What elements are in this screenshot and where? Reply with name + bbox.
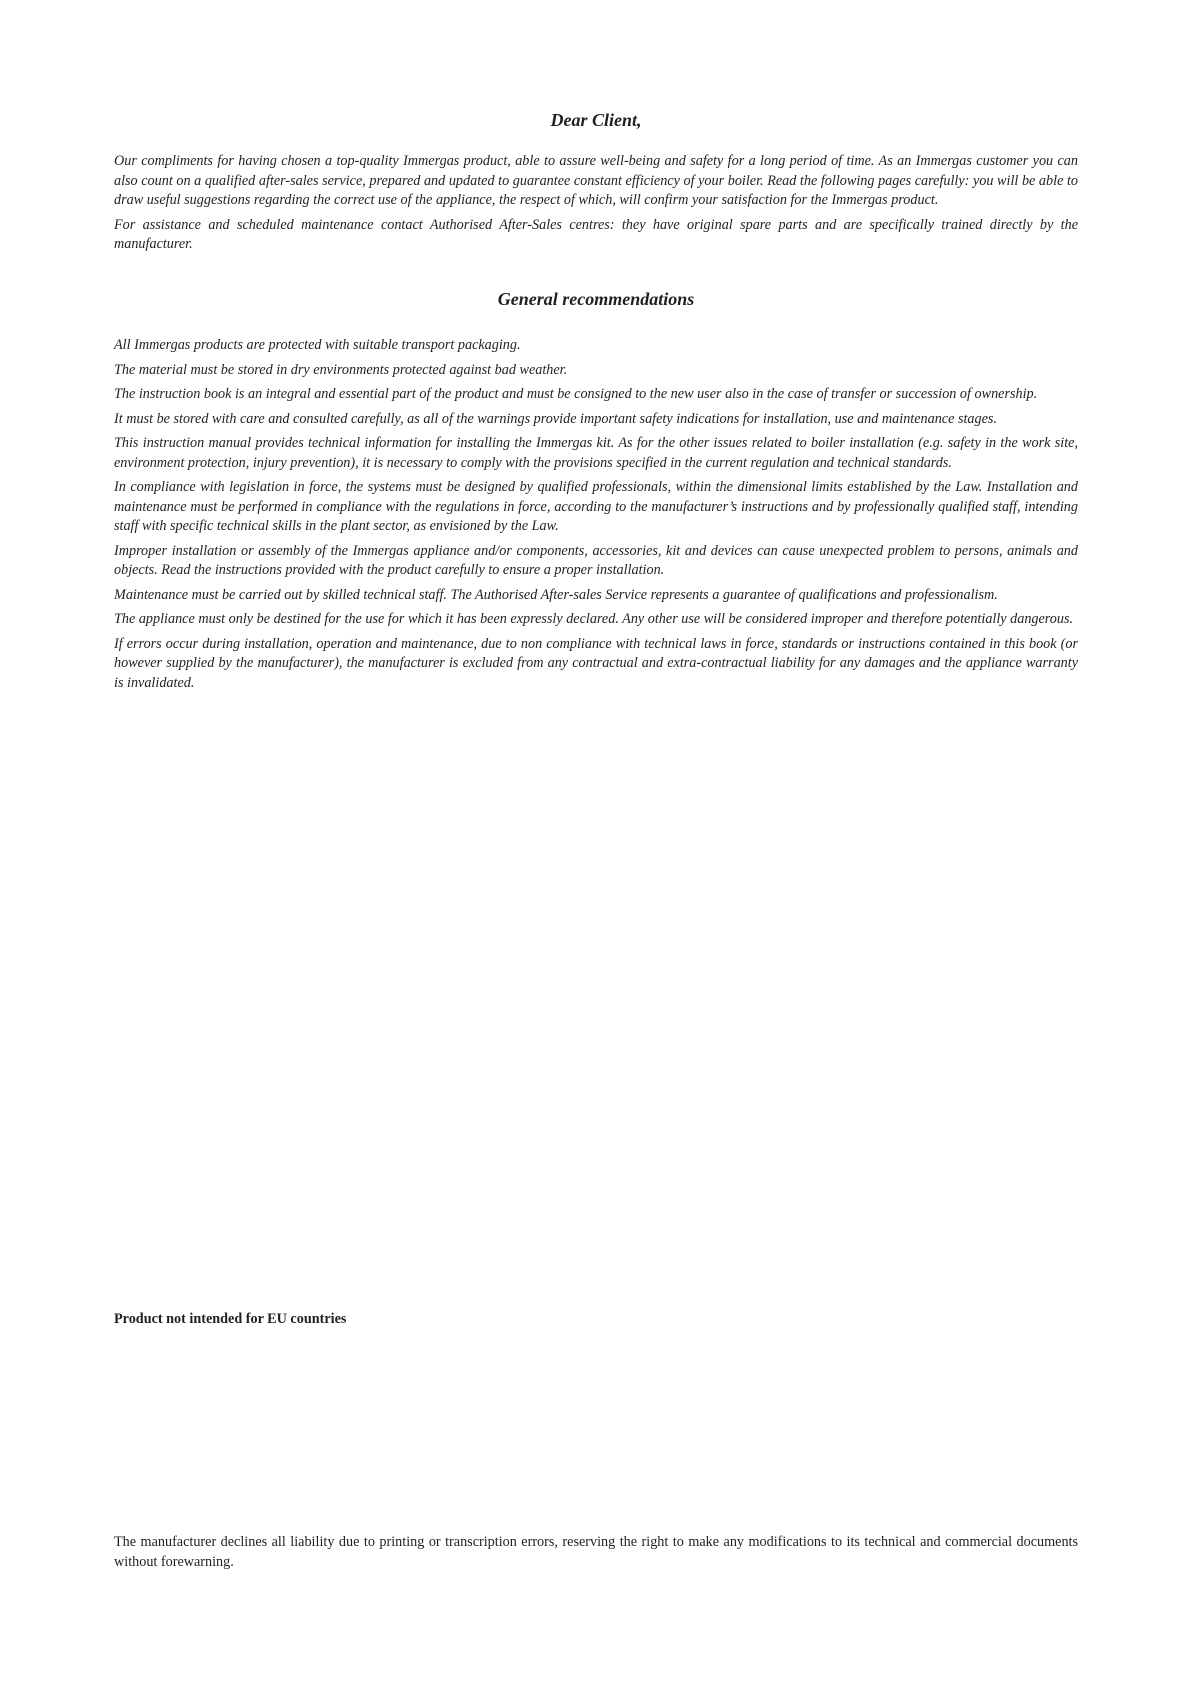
recommendation-paragraph: In compliance with legislation in force, the systems must be designed by qualified professionals, within the dimensional limits established by the Law. Installation and maintenance must be performed in compliance with the regulations in force, according to the manufacturer’s instructions and by professionally qualified staff, intending staff with specific technical skills in the plant sector, as envisioned by the Law. [114,479,1078,534]
intro-paragraph: Our compliments for having chosen a top-quality Immergas product, able to assure well-being and safety for a long period of time. As an Immergas customer you can also count on a qualified after-sales service, prepared and updated to guarantee constant efficiency of your boiler. Read the following pages carefully: you will be able to draw useful suggestions regarding the correct use of the appliance, the respect of which, will confirm your satisfaction for the Immergas product. [114,153,1078,208]
recommendation-paragraph: All Immergas products are protected with suitable transport packaging. [114,337,521,353]
eu-notice: Product not intended for EU countries [114,1311,347,1327]
recommendation-paragraph: Maintenance must be carried out by skilled technical staff. The Authorised After-sales Service represents a guarantee of qualifications and professionalism. [114,586,998,603]
dear-client-heading: Dear Client, [550,110,642,130]
liability-disclaimer: The manufacturer declines all liability due to printing or transcription errors, reserving the right to make any modifications to its technical and commercial documents without forewarning. [114,1534,1078,1570]
recommendation-paragraph: If errors occur during installation, operation and maintenance, due to non compliance with technical laws in force, standards or instructions contained in this book (or however supplied by the manufacturer), the manufacturer is excluded from any contractual and extra-contractual liability for any damages and the appliance warranty is invalidated. [114,635,1078,691]
recommendation-paragraph: The material must be stored in dry environments protected against bad weather. [114,361,568,378]
recommendations-section [114,336,1078,698]
recommendation-paragraph: Improper installation or assembly of the Immergas appliance and/or components, accessories, kit and devices can cause unexpected problem to persons, animals and objects. Read the instructions provided with the product carefully to ensure a proper installation. [114,542,1078,578]
recommendation-paragraph: The instruction book is an integral and essential part of the product and must be consigned to the new user also in the case of transfer or succession of ownership. [114,386,1038,402]
recommendation-paragraph: This instruction manual provides technical information for installing the Immergas kit. As for the other issues related to boiler installation (e.g. safety in the work site, environment protection, injury prevention), it is necessary to comply with the provisions specified in the current regulation and technical standards. [114,435,1078,471]
recommendation-paragraph: The appliance must only be destined for the use for which it has been expressly declared. Any other use will be considered improper and therefore potentially dangerous. [114,611,1074,627]
recommendation-paragraph: It must be stored with care and consulted carefully, as all of the warnings provide important safety indications for installation, use and maintenance stages. [114,410,997,427]
intro-section [114,152,1078,260]
intro-paragraph: For assistance and scheduled maintenance contact Authorised After-Sales centres: they have original spare parts and are specifically trained directly by the manufacturer. [114,216,1078,252]
general-recommendations-heading: General recommendations [497,289,695,309]
